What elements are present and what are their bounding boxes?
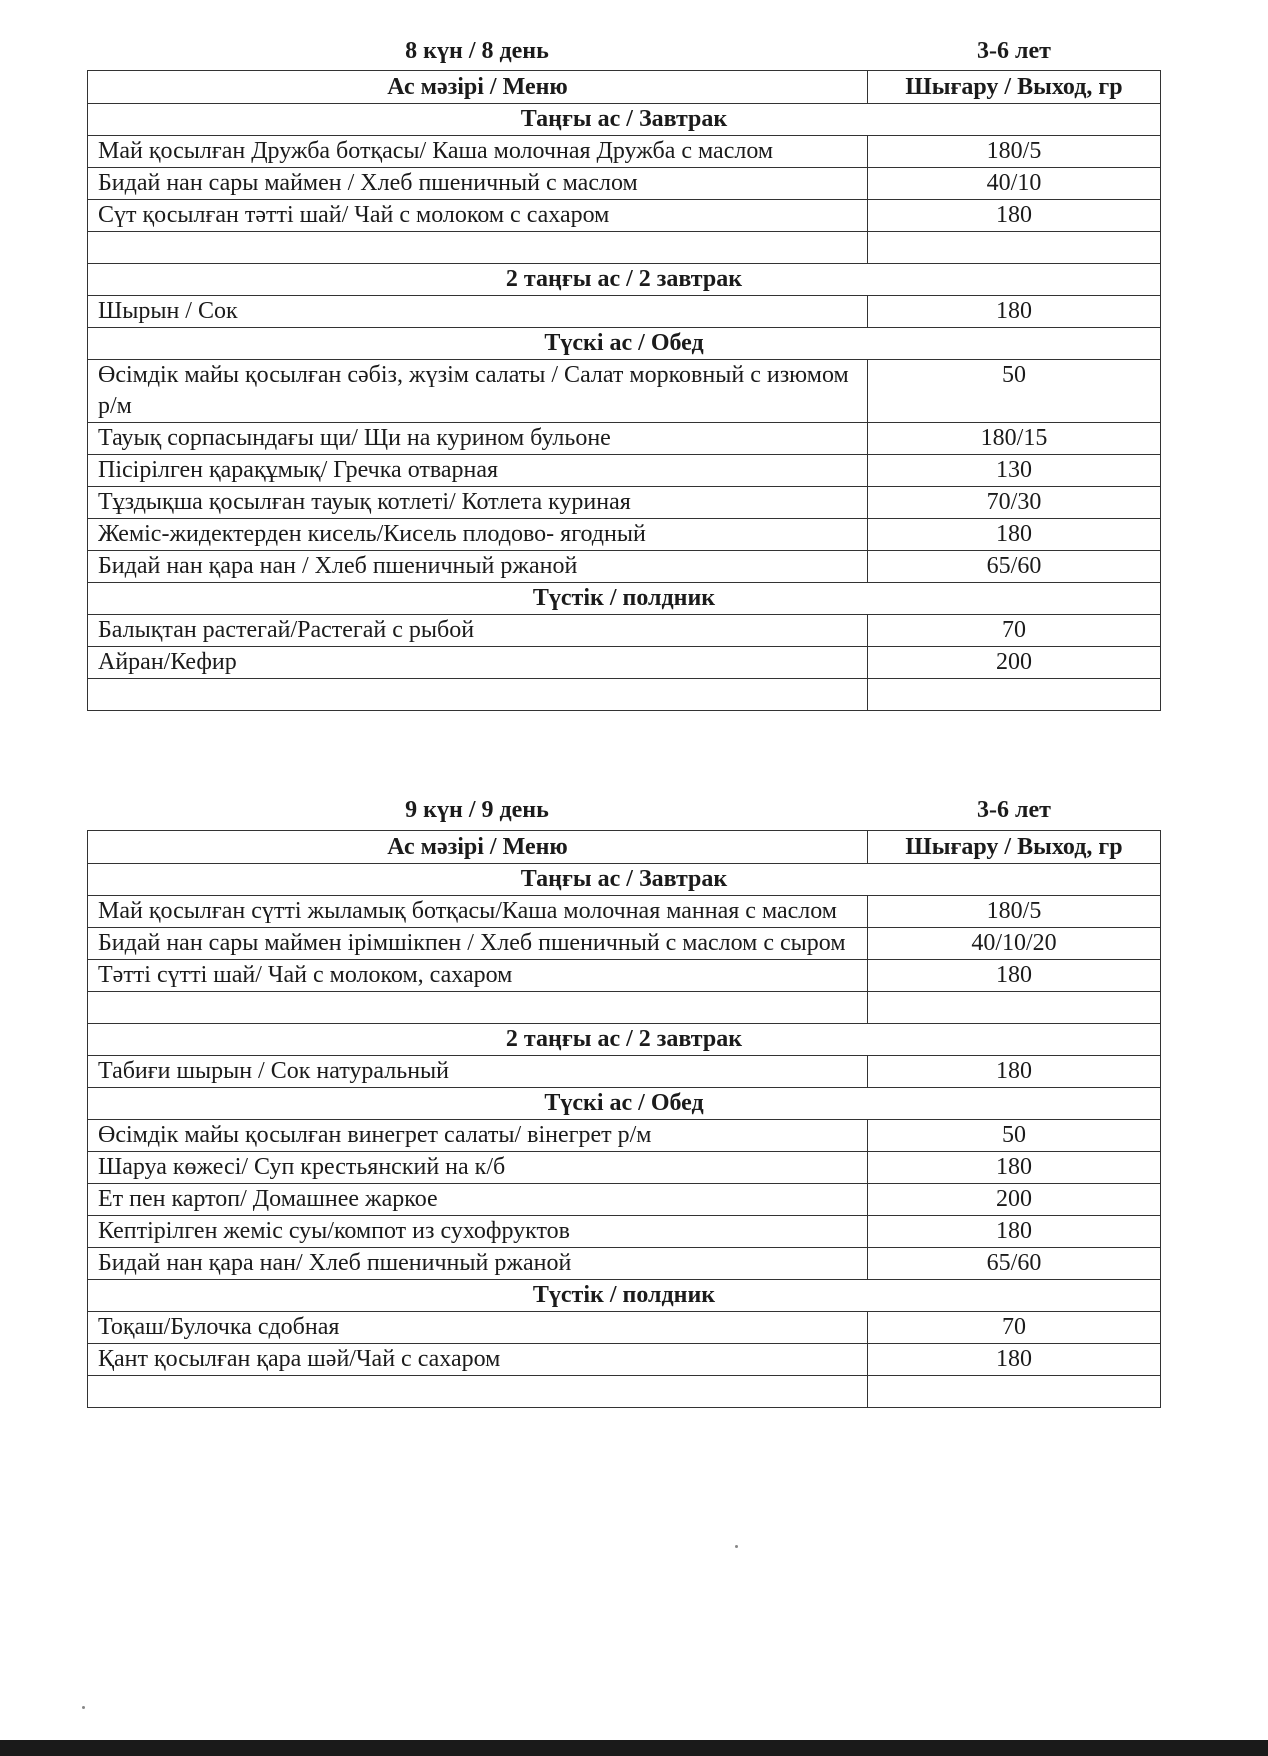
scan-speck: [82, 1706, 85, 1709]
dish-name: Ет пен картоп/ Домашнее жаркое: [88, 1184, 868, 1216]
table-header-row: [88, 71, 1161, 104]
dish-output: 50: [868, 360, 1161, 423]
day-title: 8 күн / 8 день: [405, 38, 549, 64]
table-row: [88, 1184, 1161, 1216]
table-row: [88, 1344, 1161, 1376]
table-row: [88, 200, 1161, 232]
dish-output: 180/5: [868, 896, 1161, 928]
dish-name: Балықтан растегай/Растегай с рыбой: [88, 615, 868, 647]
empty-cell: [88, 232, 868, 264]
dish-output: 65/60: [868, 551, 1161, 583]
empty-row: [88, 679, 1161, 711]
empty-cell: [88, 992, 868, 1024]
section-title: Таңғы ас / Завтрак: [88, 864, 1161, 896]
menu-table: [87, 70, 1161, 711]
dish-output: 130: [868, 455, 1161, 487]
dish-name: Жеміс-жидектерден кисель/Кисель плодово- ягодный: [88, 519, 868, 551]
dish-output: 180: [868, 1216, 1161, 1248]
dish-output: 40/10/20: [868, 928, 1161, 960]
section-title: Түскі ас / Обед: [88, 328, 1161, 360]
table-row: [88, 1216, 1161, 1248]
scan-edge-bar: [0, 1740, 1268, 1756]
age-group: 3-6 лет: [977, 797, 1051, 823]
table-row: [88, 487, 1161, 519]
empty-row: [88, 1376, 1161, 1408]
table-row: [88, 896, 1161, 928]
table-row: [88, 615, 1161, 647]
dish-name: Бидай нан сары маймен / Хлеб пшеничный с маслом: [88, 168, 868, 200]
dish-output: 70/30: [868, 487, 1161, 519]
day-header: [0, 793, 1268, 827]
day-header: [0, 34, 1268, 68]
dish-output: 70: [868, 1312, 1161, 1344]
table-row: [88, 1312, 1161, 1344]
section-title: Түскі ас / Обед: [88, 1088, 1161, 1120]
dish-name: Қант қосылған қара шәй/Чай с сахаром: [88, 1344, 868, 1376]
dish-output: 180: [868, 296, 1161, 328]
dish-output: 70: [868, 615, 1161, 647]
empty-cell: [868, 992, 1161, 1024]
dish-output: 180: [868, 960, 1161, 992]
dish-output: 65/60: [868, 1248, 1161, 1280]
dish-output: 50: [868, 1120, 1161, 1152]
section-title: Түстік / полдник: [88, 1280, 1161, 1312]
dish-name: Тоқаш/Булочка сдобная: [88, 1312, 868, 1344]
section-row: [88, 1088, 1161, 1120]
table-row: [88, 455, 1161, 487]
dish-name: Тұздықша қосылған тауық котлеті/ Котлета куриная: [88, 487, 868, 519]
section-row: [88, 264, 1161, 296]
table-row: [88, 168, 1161, 200]
table-row: [88, 928, 1161, 960]
dish-name: Тауық сорпасындағы щи/ Щи на курином бульоне: [88, 423, 868, 455]
empty-cell: [88, 679, 868, 711]
dish-name: Май қосылған Дружба ботқасы/ Каша молочная Дружба с маслом: [88, 136, 868, 168]
dish-name: Өсімдік майы қосылған сәбіз, жүзім салаты / Салат морковный с изюмом р/м: [88, 360, 868, 423]
section-row: [88, 1024, 1161, 1056]
section-title: Түстік / полдник: [88, 583, 1161, 615]
section-row: [88, 864, 1161, 896]
section-row: [88, 583, 1161, 615]
dish-name: Шаруа көжесі/ Суп крестьянский на к/б: [88, 1152, 868, 1184]
table-row: [88, 360, 1161, 423]
table-row: [88, 519, 1161, 551]
dish-output: 40/10: [868, 168, 1161, 200]
dish-name: Бидай нан қара нан / Хлеб пшеничный ржаной: [88, 551, 868, 583]
section-title: Таңғы ас / Завтрак: [88, 104, 1161, 136]
dish-output: 180: [868, 1152, 1161, 1184]
section-title: 2 таңғы ас / 2 завтрак: [88, 264, 1161, 296]
age-group: 3-6 лет: [977, 38, 1051, 64]
empty-cell: [88, 1376, 868, 1408]
menu-table: [87, 830, 1161, 1408]
column-header-menu: Ас мәзірі / Меню: [88, 71, 868, 104]
table-row: [88, 647, 1161, 679]
section-row: [88, 328, 1161, 360]
dish-output: 200: [868, 647, 1161, 679]
dish-output: 180: [868, 1056, 1161, 1088]
table-row: [88, 1152, 1161, 1184]
dish-name: Айран/Кефир: [88, 647, 868, 679]
column-header-output: Шығару / Выход, гр: [868, 71, 1161, 104]
table-row: [88, 296, 1161, 328]
table-row: [88, 136, 1161, 168]
dish-name: Пісірілген қарақұмық/ Гречка отварная: [88, 455, 868, 487]
table-row: [88, 960, 1161, 992]
dish-output: 200: [868, 1184, 1161, 1216]
dish-output: 180/15: [868, 423, 1161, 455]
section-row: [88, 104, 1161, 136]
dish-output: 180: [868, 1344, 1161, 1376]
empty-row: [88, 232, 1161, 264]
table-row: [88, 423, 1161, 455]
empty-cell: [868, 679, 1161, 711]
empty-cell: [868, 1376, 1161, 1408]
table-row: [88, 1120, 1161, 1152]
menu-table-body: [88, 104, 1161, 711]
dish-name: Сүт қосылған тәтті шай/ Чай с молоком с сахаром: [88, 200, 868, 232]
dish-output: 180: [868, 519, 1161, 551]
dish-name: Шырын / Сок: [88, 296, 868, 328]
section-row: [88, 1280, 1161, 1312]
empty-cell: [868, 232, 1161, 264]
empty-row: [88, 992, 1161, 1024]
column-header-output: Шығару / Выход, гр: [868, 831, 1161, 864]
dish-name: Табиғи шырын / Сок натуральный: [88, 1056, 868, 1088]
section-title: 2 таңғы ас / 2 завтрак: [88, 1024, 1161, 1056]
dish-name: Тәтті сүтті шай/ Чай с молоком, сахаром: [88, 960, 868, 992]
table-row: [88, 1248, 1161, 1280]
table-row: [88, 1056, 1161, 1088]
dish-output: 180/5: [868, 136, 1161, 168]
dish-name: Май қосылған сүтті жыламық ботқасы/Каша молочная манная с маслом: [88, 896, 868, 928]
column-header-menu: Ас мәзірі / Меню: [88, 831, 868, 864]
dish-name: Бидай нан қара нан/ Хлеб пшеничный ржаной: [88, 1248, 868, 1280]
dish-name: Бидай нан сары маймен ірімшікпен / Хлеб пшеничный с маслом с сыром: [88, 928, 868, 960]
scan-speck: [735, 1545, 738, 1548]
day-title: 9 күн / 9 день: [405, 797, 549, 823]
table-row: [88, 551, 1161, 583]
dish-name: Кептірілген жеміс суы/компот из сухофруктов: [88, 1216, 868, 1248]
dish-output: 180: [868, 200, 1161, 232]
dish-name: Өсімдік майы қосылған винегрет салаты/ вінегрет р/м: [88, 1120, 868, 1152]
menu-table-body: [88, 864, 1161, 1408]
table-header-row: [88, 831, 1161, 864]
